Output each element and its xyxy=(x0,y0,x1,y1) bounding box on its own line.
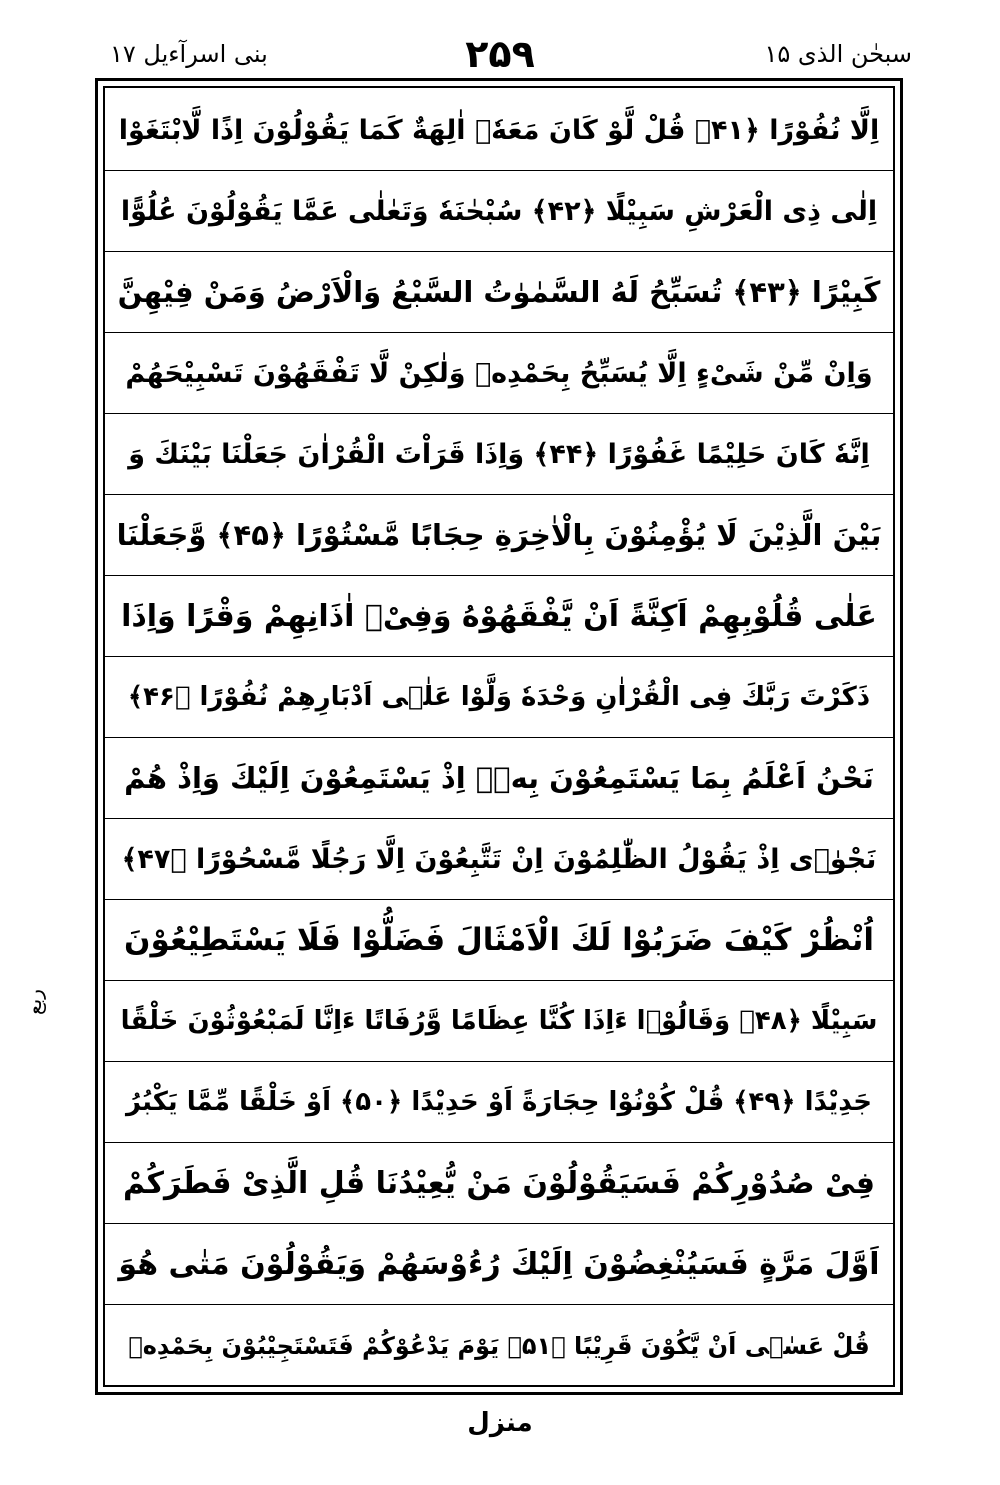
text-line: اِنَّهٗ كَانَ حَلِيْمًا غَفُوْرًا ﴿۴۴﴾ وَاِذَا قَرَاْتَ الْقُرْاٰنَ جَعَلْنَا بَيْنَكَ وَ xyxy=(103,414,895,495)
text-line: نَجْوٰۤى اِذْ يَقُوْلُ الظّٰلِمُوْنَ اِنْ تَتَّبِعُوْنَ اِلَّا رَجُلًا مَّسْحُوْرًا ﴿۴۷﴾ xyxy=(103,819,895,900)
text-line: فِىْ صُدُوْرِكُمْ فَسَيَقُوْلُوْنَ مَنْ يُّعِيْدُنَا قُلِ الَّذِىْ فَطَرَكُمْ xyxy=(103,1143,895,1224)
juz-name-header: بنی اسرآءیل ۱۷ xyxy=(110,40,268,68)
quran-text-block xyxy=(103,90,895,1386)
surah-name-header: سبحٰن الذی ۱۵ xyxy=(764,40,912,68)
text-line: اِلٰى ذِى الْعَرْشِ سَبِيْلًا ﴿۴۲﴾ سُبْحٰنَهٗ وَتَعٰلٰى عَمَّا يَقُوْلُوْنَ عُلُوًّا xyxy=(103,171,895,252)
text-line: جَدِيْدًا ﴿۴۹﴾ قُلْ كُوْنُوْا حِجَارَةً اَوْ حَدِيْدًا ﴿۵۰﴾ اَوْ خَلْقًا مِّمَّا يَكْبُرُ xyxy=(103,1062,895,1143)
text-line: نَحْنُ اَعْلَمُ بِمَا يَسْتَمِعُوْنَ بِهٖۤ اِذْ يَسْتَمِعُوْنَ اِلَيْكَ وَاِذْ هُمْ xyxy=(103,738,895,819)
text-line: وَاِنْ مِّنْ شَىْءٍ اِلَّا يُسَبِّحُ بِحَمْدِهٖ وَلٰكِنْ لَّا تَفْقَهُوْنَ تَسْبِيْحَهُمْ xyxy=(103,333,895,414)
text-line: كَبِيْرًا ﴿۴۳﴾ تُسَبِّحُ لَهُ السَّمٰوٰتُ السَّبْعُ وَالْاَرْضُ وَمَنْ فِيْهِنَّ xyxy=(103,252,895,333)
text-line: سَبِيْلًا ﴿۴۸﴾ وَقَالُوْۤا ءَاِذَا كُنَّا عِظَامًا وَّرُفَاتًا ءَاِنَّا لَمَبْعُوْثُوْنَ خَلْقًا xyxy=(103,981,895,1062)
footer-manzil: منزل xyxy=(467,1408,533,1438)
text-line: قُلْ عَسٰۤى اَنْ يَّكُوْنَ قَرِيْبًا ﴿۵۱﴾ يَوْمَ يَدْعُوْكُمْ فَتَسْتَجِيْبُوْنَ بِحَمْدِهٖ xyxy=(128,1331,870,1360)
text-line: ذَكَرْتَ رَبَّكَ فِى الْقُرْاٰنِ وَحْدَهٗ وَلَّوْا عَلٰۤى اَدْبَارِهِمْ نُفُوْرًا ﴿۴۶﴾ xyxy=(103,657,895,738)
text-line: عَلٰى قُلُوْبِهِمْ اَكِنَّةً اَنْ يَّفْقَهُوْهُ وَفِىْۤ اٰذَانِهِمْ وَقْرًا وَاِذَا xyxy=(103,576,895,657)
text-line: اِلَّا نُفُوْرًا ﴿۴۱﴾ قُلْ لَّوْ كَانَ مَعَهٗۤ اٰلِهَةٌ كَمَا يَقُوْلُوْنَ اِذًا لَّابْتَغَوْا xyxy=(103,90,895,171)
text-line: بَيْنَ الَّذِيْنَ لَا يُؤْمِنُوْنَ بِالْاٰخِرَةِ حِجَابًا مَّسْتُوْرًا ﴿۴۵﴾ وَّجَعَلْنَا xyxy=(103,495,895,576)
margin-note: ربع xyxy=(22,989,46,1015)
text-line: اُنْظُرْ كَيْفَ ضَرَبُوْا لَكَ الْاَمْثَالَ فَضَلُّوْا فَلَا يَسْتَطِيْعُوْنَ xyxy=(103,900,895,981)
page-number: ۲۵۹ xyxy=(465,32,535,76)
text-line: اَوَّلَ مَرَّةٍ فَسَيُنْغِضُوْنَ اِلَيْكَ رُءُوْسَهُمْ وَيَقُوْلُوْنَ مَتٰى هُوَ xyxy=(103,1224,895,1305)
